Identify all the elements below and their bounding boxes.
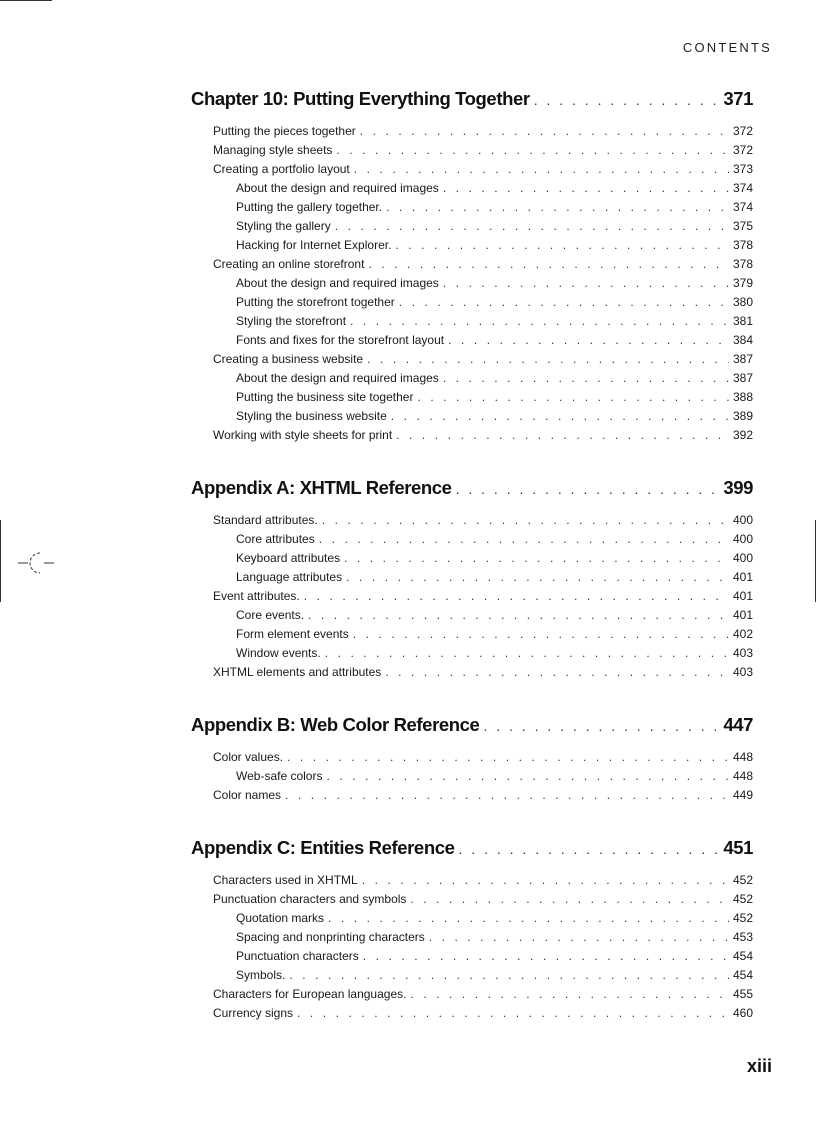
toc-entry [191, 549, 753, 568]
dot-leader [386, 198, 729, 217]
chapter-heading [191, 88, 753, 116]
toc-entry-title: Punctuation characters [236, 949, 359, 963]
toc-entry [191, 625, 753, 644]
crop-mark-left [0, 520, 1, 602]
dot-leader [285, 786, 729, 805]
dot-leader [362, 871, 729, 890]
toc-entry-title: Working with style sheets for print [213, 428, 393, 442]
running-head: CONTENTS [682, 40, 772, 55]
dot-leader [395, 236, 729, 255]
registration-mark-icon [16, 548, 56, 578]
toc-entry-page: 452 [732, 892, 753, 906]
toc-entry-page: 372 [732, 124, 753, 138]
dot-leader [335, 217, 729, 236]
toc-entry-page: 374 [732, 200, 753, 214]
dot-leader [297, 1004, 729, 1023]
toc-entry-title: XHTML elements and attributes [213, 665, 382, 679]
toc-section [191, 88, 753, 445]
toc-section [191, 477, 753, 682]
dot-leader [399, 293, 729, 312]
toc-entry-title: Window events. [236, 646, 321, 660]
toc-entry-page: 384 [732, 333, 753, 347]
toc-entry [191, 198, 753, 217]
toc-entry [191, 350, 753, 369]
chapter-title: Appendix C: Entities Reference [191, 837, 455, 858]
toc-entry [191, 274, 753, 293]
toc-entry-title: Core attributes [236, 532, 315, 546]
toc-entry [191, 748, 753, 767]
dot-leader [456, 481, 720, 497]
toc-entry [191, 947, 753, 966]
toc-entry-title: Styling the storefront [236, 314, 347, 328]
dot-leader [336, 141, 729, 160]
toc-entry-page: 375 [732, 219, 753, 233]
chapter-heading [191, 714, 753, 742]
toc-entry-title: Putting the business site together [236, 390, 414, 404]
toc-entry-title: Core events. [236, 608, 305, 622]
toc-entry-title: Putting the gallery together. [236, 200, 383, 214]
page-number: xiii [746, 1056, 772, 1076]
toc-entry [191, 928, 753, 947]
chapter-page-number: 371 [723, 88, 753, 109]
chapter-page-number: 399 [723, 477, 753, 498]
dot-leader [354, 160, 729, 179]
toc-entry-page: 403 [732, 665, 753, 679]
toc-entry [191, 985, 753, 1004]
toc-entry-title: Fonts and fixes for the storefront layout [236, 333, 445, 347]
toc-entry-page: 378 [732, 238, 753, 252]
toc-section [191, 837, 753, 1023]
toc-entry-page: 373 [732, 162, 753, 176]
toc-entry-page: 454 [732, 949, 753, 963]
toc-entry [191, 890, 753, 909]
dot-leader [367, 350, 729, 369]
toc-entry [191, 312, 753, 331]
toc-entry [191, 530, 753, 549]
toc-entry-title: Hacking for Internet Explorer. [236, 238, 392, 252]
toc-entry [191, 426, 753, 445]
toc-entry [191, 293, 753, 312]
toc-entry-page: 400 [732, 551, 753, 565]
dot-leader [350, 312, 729, 331]
toc-entry-title: Characters used in XHTML [213, 873, 358, 887]
dot-leader [443, 369, 729, 388]
toc-entry-page: 460 [732, 1006, 753, 1020]
dot-leader [289, 966, 729, 985]
toc-entry [191, 663, 753, 682]
toc-entry [191, 331, 753, 350]
toc-entry-page: 455 [732, 987, 753, 1001]
toc-entry-title: Symbols. [236, 968, 286, 982]
dot-leader [346, 568, 729, 587]
toc-entry-title: About the design and required images [236, 371, 439, 385]
toc-entry [191, 141, 753, 160]
toc-entry [191, 786, 753, 805]
toc-entry-title: About the design and required images [236, 181, 439, 195]
chapter-page-number: 451 [723, 837, 753, 858]
toc-entry [191, 568, 753, 587]
dot-leader [459, 841, 720, 857]
dot-leader [410, 985, 729, 1004]
toc-entry-title: Putting the storefront together [236, 295, 395, 309]
toc-entry-page: 454 [732, 968, 753, 982]
dot-leader [429, 928, 729, 947]
toc-entry-title: Putting the pieces together [213, 124, 356, 138]
toc-entry-title: Creating a portfolio layout [213, 162, 350, 176]
toc-entry-page: 387 [732, 352, 753, 366]
toc-entry-title: Form element events [236, 627, 349, 641]
toc-entry [191, 587, 753, 606]
dot-leader [360, 122, 729, 141]
dot-leader [385, 663, 729, 682]
dot-leader [443, 274, 729, 293]
dot-leader [410, 890, 729, 909]
toc-entry [191, 179, 753, 198]
toc-entry [191, 122, 753, 141]
toc-entry-page: 453 [732, 930, 753, 944]
toc-entry [191, 217, 753, 236]
toc-entry-page: 378 [732, 257, 753, 271]
toc-entry [191, 767, 753, 786]
toc-entry-page: 389 [732, 409, 753, 423]
toc-entry-page: 392 [732, 428, 753, 442]
dot-leader [534, 92, 720, 108]
table-of-contents [191, 88, 753, 1055]
toc-entry-title: Web-safe colors [236, 769, 323, 783]
toc-entry [191, 1004, 753, 1023]
chapter-title: Chapter 10: Putting Everything Together [191, 88, 530, 109]
toc-entry-page: 449 [732, 788, 753, 802]
toc-entry-title: Spacing and nonprinting characters [236, 930, 425, 944]
toc-entry-page: 372 [732, 143, 753, 157]
chapter-heading [191, 477, 753, 505]
dot-leader [328, 909, 729, 928]
toc-entry-page: 403 [732, 646, 753, 660]
toc-entry-page: 452 [732, 873, 753, 887]
toc-entry-title: Creating a business website [213, 352, 364, 366]
dot-leader [483, 718, 719, 734]
toc-entry-title: Keyboard attributes [236, 551, 341, 565]
dot-leader [326, 767, 728, 786]
toc-entry [191, 369, 753, 388]
toc-entry-title: Characters for European languages. [213, 987, 407, 1001]
dot-leader [344, 549, 729, 568]
dot-leader [308, 606, 729, 625]
toc-entry-title: Color values. [213, 750, 284, 764]
toc-entry [191, 606, 753, 625]
toc-entry-title: Styling the gallery [236, 219, 331, 233]
toc-entry-page: 380 [732, 295, 753, 309]
toc-entry-title: Creating an online storefront [213, 257, 365, 271]
toc-entry [191, 407, 753, 426]
toc-entry-title: Currency signs [213, 1006, 294, 1020]
toc-entry-page: 448 [732, 750, 753, 764]
toc-entry-page: 400 [732, 513, 753, 527]
toc-entry [191, 255, 753, 274]
dot-leader [396, 426, 729, 445]
toc-entry-title: Color names [213, 788, 282, 802]
dot-leader [363, 947, 729, 966]
toc-entry-page: 379 [732, 276, 753, 290]
toc-entry-title: Punctuation characters and symbols [213, 892, 407, 906]
toc-entry-page: 402 [732, 627, 753, 641]
toc-entry [191, 388, 753, 407]
dot-leader [287, 748, 729, 767]
toc-entry-title: Quotation marks [236, 911, 325, 925]
dot-leader [368, 255, 729, 274]
toc-entry-page: 400 [732, 532, 753, 546]
toc-entry-page: 381 [732, 314, 753, 328]
toc-entry-page: 401 [732, 589, 753, 603]
toc-entry-page: 448 [732, 769, 753, 783]
chapter-title: Appendix A: XHTML Reference [191, 477, 452, 498]
dot-leader [391, 407, 729, 426]
toc-section [191, 714, 753, 805]
toc-entry-title: About the design and required images [236, 276, 439, 290]
toc-entry-title: Language attributes [236, 570, 343, 584]
dot-leader [353, 625, 729, 644]
chapter-page-number: 447 [723, 714, 753, 735]
dot-leader [448, 331, 729, 350]
chapter-heading [191, 837, 753, 865]
toc-entry-title: Event attributes. [213, 589, 300, 603]
crop-mark-top [0, 0, 52, 1]
toc-entry-page: 401 [732, 608, 753, 622]
dot-leader [322, 511, 729, 530]
toc-entry-title: Managing style sheets [213, 143, 333, 157]
dot-leader [325, 644, 729, 663]
toc-entry-page: 374 [732, 181, 753, 195]
dot-leader [417, 388, 729, 407]
toc-entry [191, 871, 753, 890]
dot-leader [443, 179, 729, 198]
toc-entry-page: 452 [732, 911, 753, 925]
toc-entry-title: Styling the business website [236, 409, 387, 423]
toc-entry-page: 387 [732, 371, 753, 385]
toc-entry [191, 966, 753, 985]
toc-entry [191, 160, 753, 179]
toc-entry [191, 511, 753, 530]
toc-entry [191, 644, 753, 663]
toc-entry-title: Standard attributes. [213, 513, 318, 527]
toc-entry [191, 909, 753, 928]
toc-entry [191, 236, 753, 255]
dot-leader [319, 530, 729, 549]
toc-entry-page: 388 [732, 390, 753, 404]
dot-leader [304, 587, 729, 606]
chapter-title: Appendix B: Web Color Reference [191, 714, 480, 735]
toc-entry-page: 401 [732, 570, 753, 584]
